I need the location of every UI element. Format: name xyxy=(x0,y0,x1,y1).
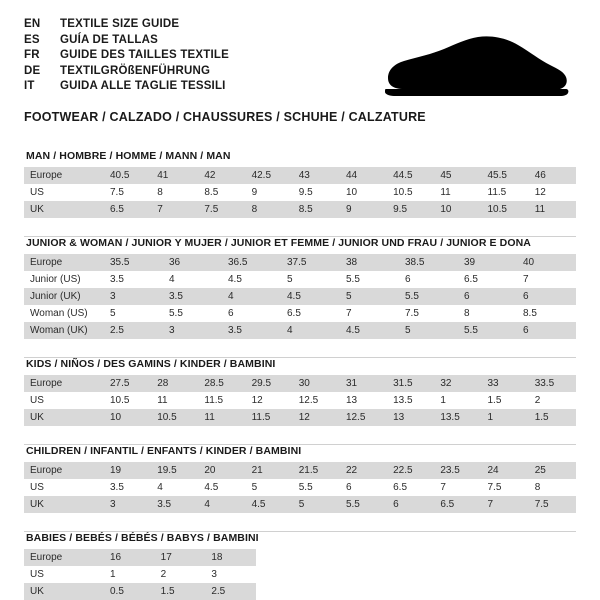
size-cell: 5.5 xyxy=(340,496,387,513)
size-cell: 12 xyxy=(293,409,340,426)
section-title: KIDS / NIÑOS / DES GAMINS / KINDER / BAMBINI xyxy=(26,358,276,370)
size-cell: 23.5 xyxy=(434,462,481,479)
size-cell: 0.5 xyxy=(104,583,155,600)
size-cell: 6.5 xyxy=(434,496,481,513)
language-code: EN xyxy=(24,18,41,30)
size-table xyxy=(24,462,576,513)
language-row xyxy=(24,18,229,34)
size-cell: 8 xyxy=(246,201,293,218)
size-cell: 4 xyxy=(151,479,198,496)
size-cell: 3.5 xyxy=(163,288,222,305)
table-row xyxy=(24,566,256,583)
size-cell: 10.5 xyxy=(104,392,151,409)
size-cell: 21 xyxy=(246,462,293,479)
language-title: GUIDA ALLE TAGLIE TESSILI xyxy=(60,80,226,92)
size-cell: 8.5 xyxy=(517,305,576,322)
page-title: FOOTWEAR / CALZADO / CHAUSSURES / SCHUHE / CALZATURE xyxy=(24,109,426,124)
size-cell: 5 xyxy=(399,322,458,339)
table-row xyxy=(24,271,576,288)
size-cell: 6.5 xyxy=(104,201,151,218)
size-cell: 40.5 xyxy=(104,167,151,184)
size-section xyxy=(24,444,576,513)
size-cell: 25 xyxy=(529,462,576,479)
size-cell: 5 xyxy=(340,288,399,305)
size-cell: 18 xyxy=(205,549,256,566)
size-sections xyxy=(24,150,576,600)
size-cell: 40 xyxy=(517,254,576,271)
size-cell: 28 xyxy=(151,375,198,392)
size-cell: 20 xyxy=(198,462,245,479)
size-cell: 6.5 xyxy=(387,479,434,496)
table-row xyxy=(24,305,576,322)
row-label: US xyxy=(24,479,104,496)
size-cell: 2.5 xyxy=(205,583,256,600)
table-row xyxy=(24,254,576,271)
size-cell: 1.5 xyxy=(155,583,206,600)
size-cell: 7.5 xyxy=(482,479,529,496)
size-cell: 41 xyxy=(151,167,198,184)
size-cell: 38 xyxy=(340,254,399,271)
language-row xyxy=(24,80,229,96)
table-row xyxy=(24,322,576,339)
size-cell: 11 xyxy=(198,409,245,426)
table-row xyxy=(24,549,256,566)
size-cell: 11.5 xyxy=(246,409,293,426)
language-title: TEXTILE SIZE GUIDE xyxy=(60,18,180,30)
size-cell: 6.5 xyxy=(281,305,340,322)
size-cell: 1 xyxy=(434,392,481,409)
size-cell: 8.5 xyxy=(198,184,245,201)
table-row xyxy=(24,201,576,218)
size-cell: 5.5 xyxy=(340,271,399,288)
section-title: JUNIOR & WOMAN / JUNIOR Y MUJER / JUNIOR ET FEMME / JUNIOR UND FRAU / JUNIOR E DONA xyxy=(26,237,531,249)
language-code: DE xyxy=(24,64,41,77)
size-cell: 1 xyxy=(104,566,155,583)
size-section xyxy=(24,531,576,600)
row-label: Europe xyxy=(24,375,104,392)
size-cell: 13.5 xyxy=(434,409,481,426)
size-cell: 5.5 xyxy=(163,305,222,322)
size-cell: 45 xyxy=(434,167,481,184)
size-cell: 36.5 xyxy=(222,254,281,271)
size-cell: 5 xyxy=(281,271,340,288)
size-section xyxy=(24,357,576,426)
size-cell: 6 xyxy=(222,305,281,322)
size-cell: 43 xyxy=(293,167,340,184)
size-cell: 16 xyxy=(104,549,155,566)
size-cell: 36 xyxy=(163,254,222,271)
table-row xyxy=(24,392,576,409)
size-cell: 33.5 xyxy=(529,375,576,392)
size-cell: 13.5 xyxy=(387,392,434,409)
size-cell: 44.5 xyxy=(387,167,434,184)
row-label: Junior (UK) xyxy=(24,288,104,305)
size-cell: 9.5 xyxy=(387,201,434,218)
document-header xyxy=(24,18,576,124)
size-cell: 4 xyxy=(281,322,340,339)
size-cell: 7 xyxy=(151,201,198,218)
size-cell: 11.5 xyxy=(198,392,245,409)
size-cell: 10 xyxy=(434,201,481,218)
size-cell: 10.5 xyxy=(151,409,198,426)
size-cell: 11 xyxy=(434,184,481,201)
row-label: UK xyxy=(24,201,104,218)
size-cell: 38.5 xyxy=(399,254,458,271)
size-cell: 42.5 xyxy=(246,167,293,184)
language-code: FR xyxy=(24,49,40,61)
size-cell: 8 xyxy=(529,479,576,496)
size-section xyxy=(24,150,576,218)
size-cell: 11.5 xyxy=(482,184,529,201)
size-cell: 29.5 xyxy=(246,375,293,392)
size-cell: 30 xyxy=(293,375,340,392)
table-row xyxy=(24,479,576,496)
size-table xyxy=(24,167,576,218)
size-cell: 4 xyxy=(163,271,222,288)
size-cell: 1.5 xyxy=(529,409,576,426)
size-cell: 35.5 xyxy=(104,254,163,271)
size-cell: 10 xyxy=(340,184,387,201)
size-cell: 4.5 xyxy=(340,322,399,339)
row-label: Europe xyxy=(24,167,104,184)
size-cell: 46 xyxy=(529,167,576,184)
row-label: Junior (US) xyxy=(24,271,104,288)
table-row xyxy=(24,288,576,305)
size-cell: 7 xyxy=(434,479,481,496)
size-cell: 7 xyxy=(482,496,529,513)
size-cell: 5 xyxy=(246,479,293,496)
size-cell: 7 xyxy=(517,271,576,288)
size-cell: 9 xyxy=(246,184,293,201)
language-title-list xyxy=(24,18,229,96)
size-cell: 8 xyxy=(151,184,198,201)
size-section xyxy=(24,236,576,339)
size-cell: 12.5 xyxy=(293,392,340,409)
size-cell: 28.5 xyxy=(198,375,245,392)
row-label: Europe xyxy=(24,462,104,479)
size-cell: 12 xyxy=(246,392,293,409)
size-cell: 5 xyxy=(293,496,340,513)
size-cell: 13 xyxy=(387,409,434,426)
size-cell: 5.5 xyxy=(293,479,340,496)
size-cell: 5.5 xyxy=(399,288,458,305)
size-cell: 9.5 xyxy=(293,184,340,201)
size-cell: 33 xyxy=(482,375,529,392)
language-code: ES xyxy=(24,33,40,46)
size-cell: 12 xyxy=(529,184,576,201)
size-cell: 11 xyxy=(529,201,576,218)
size-cell: 3 xyxy=(163,322,222,339)
table-row xyxy=(24,409,576,426)
size-cell: 4 xyxy=(198,496,245,513)
size-cell: 1.5 xyxy=(482,392,529,409)
row-label: US xyxy=(24,566,104,583)
size-cell: 6 xyxy=(458,288,517,305)
size-cell: 7.5 xyxy=(198,201,245,218)
size-cell: 6.5 xyxy=(458,271,517,288)
language-title: GUÍA DE TALLAS xyxy=(60,33,158,46)
size-cell: 3 xyxy=(104,288,163,305)
size-cell: 24 xyxy=(482,462,529,479)
section-title: BABIES / BEBÉS / BÉBÉS / BABYS / BAMBINI xyxy=(26,532,259,544)
size-cell: 44 xyxy=(340,167,387,184)
size-cell: 19 xyxy=(104,462,151,479)
size-cell: 6 xyxy=(340,479,387,496)
size-cell: 3.5 xyxy=(151,496,198,513)
size-cell: 21.5 xyxy=(293,462,340,479)
table-row xyxy=(24,375,576,392)
size-cell: 9 xyxy=(340,201,387,218)
size-cell: 8 xyxy=(458,305,517,322)
row-label: Europe xyxy=(24,549,104,566)
size-cell: 7.5 xyxy=(399,305,458,322)
size-cell: 2 xyxy=(155,566,206,583)
size-cell: 6 xyxy=(387,496,434,513)
row-label: Woman (US) xyxy=(24,305,104,322)
size-cell: 7 xyxy=(340,305,399,322)
size-table xyxy=(24,254,576,339)
size-cell: 4.5 xyxy=(222,271,281,288)
size-cell: 19.5 xyxy=(151,462,198,479)
size-cell: 31 xyxy=(340,375,387,392)
size-cell: 4.5 xyxy=(281,288,340,305)
language-row xyxy=(24,49,229,65)
size-cell: 12.5 xyxy=(340,409,387,426)
row-label: US xyxy=(24,392,104,409)
language-row xyxy=(24,65,229,81)
size-cell: 6 xyxy=(517,288,576,305)
size-cell: 27.5 xyxy=(104,375,151,392)
size-cell: 10.5 xyxy=(387,184,434,201)
size-cell: 3.5 xyxy=(104,271,163,288)
size-cell: 7.5 xyxy=(529,496,576,513)
row-label: UK xyxy=(24,583,104,600)
table-row xyxy=(24,496,576,513)
size-cell: 7.5 xyxy=(104,184,151,201)
size-cell: 32 xyxy=(434,375,481,392)
size-cell: 10.5 xyxy=(482,201,529,218)
size-cell: 3 xyxy=(104,496,151,513)
size-cell: 10 xyxy=(104,409,151,426)
row-label: Europe xyxy=(24,254,104,271)
size-cell: 39 xyxy=(458,254,517,271)
language-row xyxy=(24,34,229,50)
size-cell: 3.5 xyxy=(104,479,151,496)
language-title: TEXTILGRÖßENFÜHRUNG xyxy=(60,64,211,77)
size-table xyxy=(24,549,256,600)
size-cell: 37.5 xyxy=(281,254,340,271)
row-label: UK xyxy=(24,496,104,513)
size-cell: 6 xyxy=(517,322,576,339)
table-row xyxy=(24,184,576,201)
table-row xyxy=(24,462,576,479)
size-cell: 4.5 xyxy=(198,479,245,496)
table-row xyxy=(24,583,256,600)
table-row xyxy=(24,167,576,184)
size-cell: 3.5 xyxy=(222,322,281,339)
size-cell: 31.5 xyxy=(387,375,434,392)
size-cell: 2 xyxy=(529,392,576,409)
size-cell: 4 xyxy=(222,288,281,305)
row-label: US xyxy=(24,184,104,201)
size-cell: 13 xyxy=(340,392,387,409)
language-title: GUIDE DES TAILLES TEXTILE xyxy=(60,49,229,61)
row-label: Woman (UK) xyxy=(24,322,104,339)
size-cell: 22.5 xyxy=(387,462,434,479)
dress-shoe-icon xyxy=(380,34,570,100)
size-cell: 17 xyxy=(155,549,206,566)
section-title: MAN / HOMBRE / HOMME / MANN / MAN xyxy=(26,150,231,162)
size-cell: 4.5 xyxy=(246,496,293,513)
size-cell: 1 xyxy=(482,409,529,426)
size-cell: 11 xyxy=(151,392,198,409)
section-title: CHILDREN / INFANTIL / ENFANTS / KINDER / BAMBINI xyxy=(26,445,302,457)
size-cell: 45.5 xyxy=(482,167,529,184)
size-cell: 8.5 xyxy=(293,201,340,218)
row-label: UK xyxy=(24,409,104,426)
language-code: IT xyxy=(24,80,35,92)
size-cell: 42 xyxy=(198,167,245,184)
size-cell: 5 xyxy=(104,305,163,322)
size-cell: 3 xyxy=(205,566,256,583)
size-table xyxy=(24,375,576,426)
size-cell: 22 xyxy=(340,462,387,479)
size-cell: 6 xyxy=(399,271,458,288)
size-cell: 2.5 xyxy=(104,322,163,339)
size-cell: 5.5 xyxy=(458,322,517,339)
